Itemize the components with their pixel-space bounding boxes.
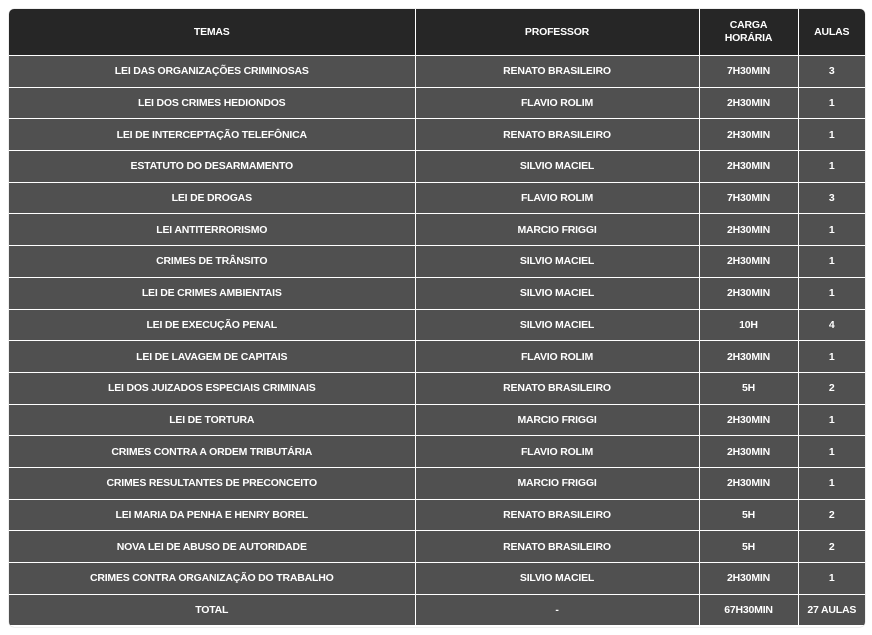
table-row xyxy=(9,372,865,404)
cell-professor: FLAVIO ROLIM xyxy=(415,87,699,119)
cell-professor: FLAVIO ROLIM xyxy=(415,436,699,468)
cell-tema: ESTATUTO DO DESARMAMENTO xyxy=(9,151,415,183)
cell-professor: RENATO BRASILEIRO xyxy=(415,531,699,563)
cell-aulas: 2 xyxy=(798,499,865,531)
table-row xyxy=(9,277,865,309)
cell-carga: 2H30MIN xyxy=(699,246,798,278)
table-row xyxy=(9,119,865,151)
cell-aulas: 1 xyxy=(798,467,865,499)
cell-carga: 2H30MIN xyxy=(699,119,798,151)
cell-aulas: 1 xyxy=(798,341,865,373)
cell-tema: LEI DAS ORGANIZAÇÕES CRIMINOSAS xyxy=(9,56,415,88)
cell-professor: SILVIO MACIEL xyxy=(415,246,699,278)
table-row xyxy=(9,246,865,278)
cell-tema: CRIMES CONTRA A ORDEM TRIBUTÁRIA xyxy=(9,436,415,468)
table-row xyxy=(9,87,865,119)
cell-professor: RENATO BRASILEIRO xyxy=(415,56,699,88)
cell-tema: LEI MARIA DA PENHA E HENRY BOREL xyxy=(9,499,415,531)
table-row xyxy=(9,182,865,214)
cell-carga: 2H30MIN xyxy=(699,563,798,595)
cell-professor: FLAVIO ROLIM xyxy=(415,341,699,373)
cell-aulas: 1 xyxy=(798,87,865,119)
cell-professor: RENATO BRASILEIRO xyxy=(415,372,699,404)
table-row xyxy=(9,341,865,373)
header-carga-line2: HORÁRIA xyxy=(724,32,773,44)
cell-carga: 7H30MIN xyxy=(699,56,798,88)
header-temas: TEMAS xyxy=(9,9,415,56)
cell-carga: 5H xyxy=(699,531,798,563)
cell-tema: LEI DE INTERCEPTAÇÃO TELEFÔNICA xyxy=(9,119,415,151)
cell-tema: LEI DE DROGAS xyxy=(9,182,415,214)
cell-aulas: 1 xyxy=(798,119,865,151)
cell-tema: LEI DOS CRIMES HEDIONDOS xyxy=(9,87,415,119)
cell-carga: 2H30MIN xyxy=(699,404,798,436)
header-aulas: AULAS xyxy=(798,9,865,56)
cell-professor: RENATO BRASILEIRO xyxy=(415,499,699,531)
table-row xyxy=(9,151,865,183)
cell-aulas: 1 xyxy=(798,563,865,595)
table-row xyxy=(9,56,865,88)
cell-professor: MARCIO FRIGGI xyxy=(415,404,699,436)
cell-professor: RENATO BRASILEIRO xyxy=(415,119,699,151)
cell-carga: 2H30MIN xyxy=(699,467,798,499)
cell-professor: SILVIO MACIEL xyxy=(415,151,699,183)
cell-aulas: 3 xyxy=(798,182,865,214)
table-row xyxy=(9,499,865,531)
table-row xyxy=(9,467,865,499)
cell-carga: 7H30MIN xyxy=(699,182,798,214)
table-row xyxy=(9,531,865,563)
cell-carga: 2H30MIN xyxy=(699,87,798,119)
cell-aulas: 1 xyxy=(798,214,865,246)
cell-tema: NOVA LEI DE ABUSO DE AUTORIDADE xyxy=(9,531,415,563)
cell-aulas: 1 xyxy=(798,436,865,468)
cell-aulas: 1 xyxy=(798,277,865,309)
table-row xyxy=(9,436,865,468)
cell-carga: 67H30MIN xyxy=(699,594,798,625)
cell-tema: CRIMES CONTRA ORGANIZAÇÃO DO TRABALHO xyxy=(9,563,415,595)
cell-carga: 2H30MIN xyxy=(699,341,798,373)
cell-aulas: 3 xyxy=(798,56,865,88)
table-header-row xyxy=(9,9,865,56)
total-row xyxy=(9,594,865,625)
cell-carga: 2H30MIN xyxy=(699,214,798,246)
cell-carga: 2H30MIN xyxy=(699,436,798,468)
cell-carga: 2H30MIN xyxy=(699,151,798,183)
header-carga-horaria xyxy=(699,9,798,56)
cell-professor: SILVIO MACIEL xyxy=(415,563,699,595)
cell-carga: 5H xyxy=(699,499,798,531)
cell-aulas: 1 xyxy=(798,404,865,436)
table-row xyxy=(9,214,865,246)
cell-professor: MARCIO FRIGGI xyxy=(415,467,699,499)
cell-aulas: 1 xyxy=(798,246,865,278)
cell-tema: TOTAL xyxy=(9,594,415,625)
cell-carga: 10H xyxy=(699,309,798,341)
cell-tema: LEI DE EXECUÇÃO PENAL xyxy=(9,309,415,341)
cell-tema: LEI DE CRIMES AMBIENTAIS xyxy=(9,277,415,309)
cell-aulas: 1 xyxy=(798,151,865,183)
cell-carga: 5H xyxy=(699,372,798,404)
cell-tema: LEI DOS JUIZADOS ESPECIAIS CRIMINAIS xyxy=(9,372,415,404)
cell-tema: CRIMES DE TRÂNSITO xyxy=(9,246,415,278)
table-row xyxy=(9,309,865,341)
course-schedule-table-container xyxy=(9,9,865,627)
cell-aulas: 4 xyxy=(798,309,865,341)
cell-aulas: 27 AULAS xyxy=(798,594,865,625)
cell-tema: LEI DE TORTURA xyxy=(9,404,415,436)
cell-professor: SILVIO MACIEL xyxy=(415,309,699,341)
cell-professor: - xyxy=(415,594,699,625)
cell-tema: LEI ANTITERRORISMO xyxy=(9,214,415,246)
cell-aulas: 2 xyxy=(798,372,865,404)
cell-professor: MARCIO FRIGGI xyxy=(415,214,699,246)
cell-aulas: 2 xyxy=(798,531,865,563)
course-schedule-table xyxy=(9,9,865,625)
cell-tema: CRIMES RESULTANTES DE PRECONCEITO xyxy=(9,467,415,499)
header-carga-line1: CARGA xyxy=(729,19,768,31)
header-professor: PROFESSOR xyxy=(415,9,699,56)
cell-professor: FLAVIO ROLIM xyxy=(415,182,699,214)
table-row xyxy=(9,563,865,595)
table-row xyxy=(9,404,865,436)
cell-tema: LEI DE LAVAGEM DE CAPITAIS xyxy=(9,341,415,373)
table-body xyxy=(9,56,865,626)
cell-professor: SILVIO MACIEL xyxy=(415,277,699,309)
cell-carga: 2H30MIN xyxy=(699,277,798,309)
